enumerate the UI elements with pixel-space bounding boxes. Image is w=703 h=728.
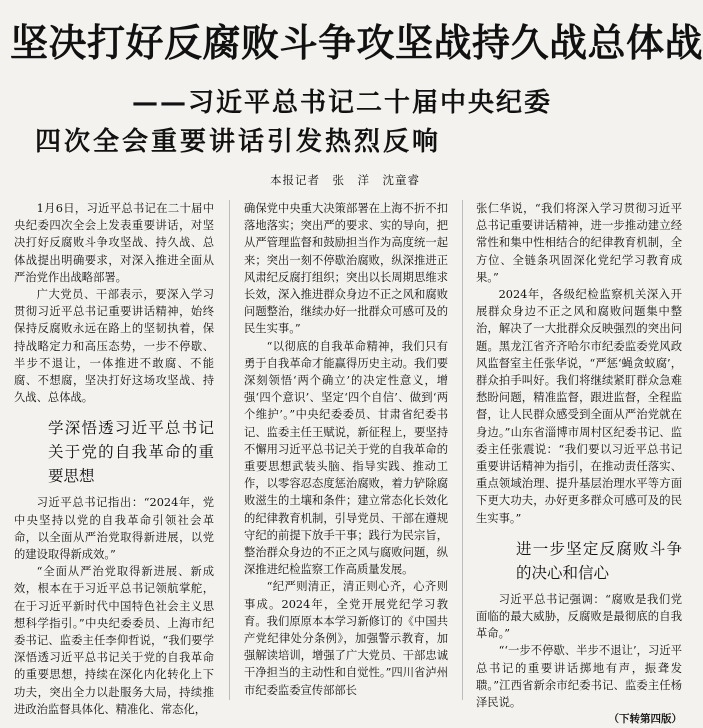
byline: 本报记者 张 洋 沈童睿 — [270, 173, 420, 187]
paragraph: 2024年，各级纪检监察机关深入开展群众身边不正之风和腐败问题集中整治，解决了一大批群众反映强烈的突出问题。黑龙江省齐齐哈尔市纪委监委党风政风监督室主任张华说，“严惩‘蝇贪蚁腐’，群众拍手叫好。我们将继续紧盯群众急难愁盼问题，精准监督，跟进监督，全程监督，让人民群众感受到全面从严治党就在身边。”山东省淄博市周村区纪委书记、监委主任张震说：“我们要以习近平总书记重要讲话精神为指引，在推动责任落实、重点领域治理、提升基层治理水平等方面下更大功夫，办好更多群众可感可及的民生实事。” — [476, 288, 682, 525]
continued-note: （下转第四版） — [608, 713, 682, 726]
paragraph: 习近平总书记强调：“腐败是我们党面临的最大威胁，反腐败是最彻底的自我革命。” — [476, 592, 682, 641]
article-column-2 — [244, 200, 448, 705]
paragraph: 1月6日，习近平总书记在二十届中央纪委四次全会上发表重要讲话，对坚决打好反腐败斗争攻坚战、持久战、总体战提出明确要求，对深入推进全面从严治党作出战略部署。 — [14, 202, 214, 284]
column-divider — [229, 200, 230, 700]
subtitle-line-2: 四次全会重要讲话引发热烈反响 — [35, 127, 442, 157]
paragraph: “‘一步不停歇、半步不退让’，习近平总书记的重要讲话掷地有声，振聋发聩。”江西省新余市纪委书记、监委主任杨泽民说。 — [476, 644, 682, 710]
section-heading: 学深悟透习近平总书记关于党的自我革命的重要思想 — [48, 419, 214, 486]
subtitle-line-1: ——习近平总书记二十届中央纪委 — [132, 88, 553, 118]
paragraph: 习近平总书记指出：“2024年，党中央坚持以党的自我革命引领社会革命，以全面从严治党取得新进展，以党的建设取得新成效。” — [14, 496, 214, 562]
paragraph: 张仁华说，“我们将深入学习贯彻习近平总书记重要讲话精神，进一步推动建立经常性和集中性相结合的纪律教育机制，全方位、全链条巩固深化党纪学习教育成果。” — [476, 202, 682, 284]
section-heading: 进一步坚定反腐败斗争的决心和信心 — [516, 539, 682, 582]
paragraph: “以彻底的自我革命精神，我们只有勇于自我革命才能赢得历史主动。我们要深刻领悟‘两个确立’的决定性意义，增强‘四个意识’、坚定‘四个自信’、做到‘两个维护’。”中央纪委委员、甘肃省纪委书记、监委主任王赋说，新征程上，要坚持不懈用习近平总书记关于党的自我革命的重要思想武装头脑、指导实践、推动工作，以零容忍态度惩治腐败，着力铲除腐败滋生的土壤和条件；建立常态化长效化的纪律教育机制，引导党员、干部在遵规守纪的前提下放手干事；践行为民宗旨，整治群众身边的不正之风与腐败问题，纵深推进纪检监察工作高质量发展。 — [244, 339, 448, 577]
paragraph: 确保党中央重大决策部署在上海不折不扣落地落实；突出严的要求、实的导向，把从严管理监督和鼓励担当作为高度统一起来；突出一刻不停歇治腐败，纵深推进正风肃纪反腐打组织；突出以长周期思维求长效，深入推进群众身边不正之风和腐败问题整治，继续办好一批群众可感可及的民生实事。” — [244, 202, 448, 336]
article-column-1 — [14, 200, 214, 716]
paragraph: 广大党员、干部表示，要深入学习贯彻习近平总书记重要讲话精神，始终保持反腐败永远在路上的坚韧执着，保持战略定力和高压态势，一步不停歇、半步不退让，一体推进不敢腐、不能腐、不想腐，坚决打好这场攻坚战、持久战、总体战。 — [14, 288, 214, 405]
headline: 坚决打好反腐败斗争攻坚战持久战总体战 — [10, 21, 703, 65]
column-divider — [462, 200, 463, 700]
paragraph: “纪严则清正，清正则心齐，心齐则事成。2024年，全党开展党纪学习教育。我们原原本本学习新修订的《中国共产党纪律处分条例》，加强警示教育，加强解读培训，增强了广大党员、干部忠诚干净担当的主动性和自觉性。”四川省泸州市纪委监委宣传部部长 — [244, 580, 448, 697]
article-column-3 — [476, 200, 682, 726]
paragraph: “全面从严治党取得新进展、新成效，根本在于习近平总书记领航掌舵，在于习近平新时代中国特色社会主义思想科学指引。”中央纪委委员、上海市纪委书记、监委主任李仰哲说，“我们要学深悟透习近平总书记关于党的自我革命的重要思想，持续在深化内化转化上下功夫，突出全力以赴服务大局，持续推进政治监督具体化、精准化、常态化， — [14, 565, 214, 716]
